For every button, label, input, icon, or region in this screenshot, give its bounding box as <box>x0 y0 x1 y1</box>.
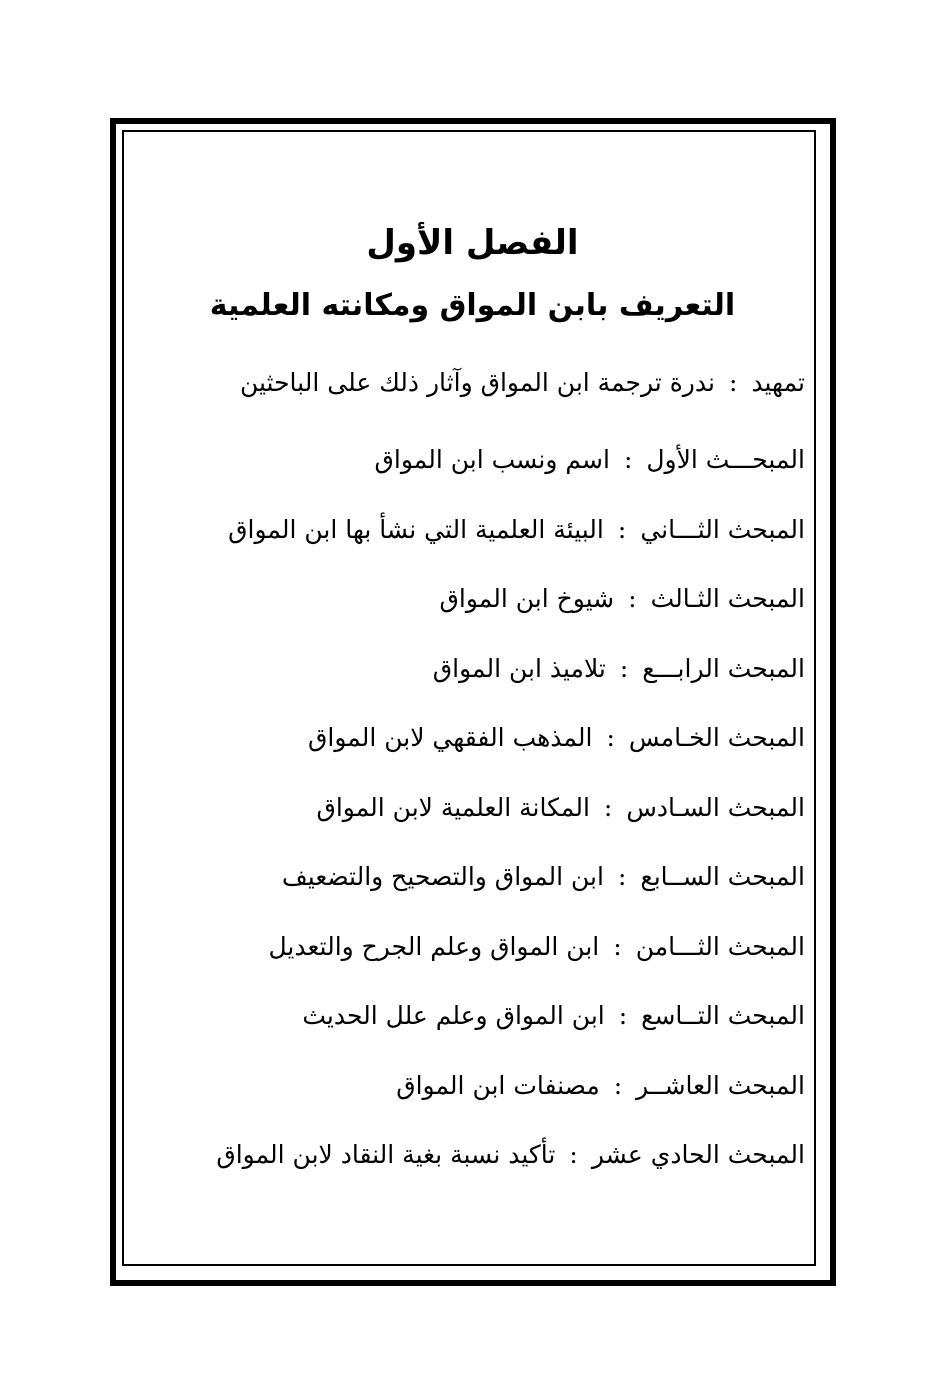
toc-separator: : <box>606 723 615 752</box>
toc-line-section-9 <box>140 981 805 1051</box>
toc-separator: : <box>617 514 627 544</box>
toc-line-section-10 <box>140 1051 805 1121</box>
chapter-contents <box>140 215 805 1190</box>
toc-line-section-2 <box>140 495 805 565</box>
toc-separator: : <box>619 653 629 683</box>
toc-line-section-1 <box>140 425 805 495</box>
toc-text: ابن المواق وعلم علل الحديث <box>302 1001 605 1030</box>
toc-label: المبحث السـادس <box>626 792 805 822</box>
toc-separator: : <box>728 368 738 397</box>
toc-text: ابن المواق وعلم الجرح والتعديل <box>268 931 600 961</box>
toc-separator: : <box>569 1140 578 1169</box>
toc-label: المبحث الثـالث <box>650 584 805 613</box>
toc-label: المبحث الحادي عشر <box>591 1140 805 1169</box>
toc-text: مصنفات ابن المواق <box>396 1070 600 1100</box>
toc-separator: : <box>617 862 627 891</box>
toc-line-section-8 <box>140 912 805 982</box>
toc-text: تأكيد نسبة بغية النقاد لابن المواق <box>216 1140 556 1169</box>
toc-label: المبحـــث الأول <box>646 445 805 474</box>
toc-separator: : <box>618 1001 628 1030</box>
toc-separator: : <box>623 445 633 474</box>
toc-label: المبحث الخـامس <box>628 723 805 752</box>
toc-text: المكانة العلمية لابن المواق <box>316 792 590 822</box>
toc-label: المبحث الثـــامن <box>635 931 805 961</box>
chapter-title: الفصل الأول <box>366 223 579 263</box>
toc-label: المبحث الرابـــع <box>642 653 805 683</box>
toc-line-intro <box>140 353 805 425</box>
toc-label: المبحث التــاسع <box>641 1001 805 1030</box>
toc-separator: : <box>613 931 622 961</box>
toc-line-section-3 <box>140 564 805 634</box>
toc-separator: : <box>603 792 613 822</box>
toc-text: ندرة ترجمة ابن المواق وآثار ذلك على الباحثين <box>239 368 715 397</box>
toc-text: تلاميذ ابن المواق <box>432 653 606 683</box>
toc-text: البيئة العلمية التي نشأ بها ابن المواق <box>228 514 604 544</box>
toc-line-section-6 <box>140 773 805 843</box>
toc-label: المبحث الثـــاني <box>640 514 805 544</box>
toc-line-section-5 <box>140 703 805 773</box>
toc-text: شيوخ ابن المواق <box>439 584 615 613</box>
chapter-subtitle: التعريف بابن المواق ومكانته العلمية <box>209 288 736 323</box>
toc-separator: : <box>613 1070 623 1100</box>
toc-text: اسم ونسب ابن المواق <box>374 445 610 474</box>
toc-label: المبحث الســابع <box>640 862 805 891</box>
toc-text: المذهب الفقهي لابن المواق <box>308 723 593 752</box>
toc-separator: : <box>628 584 637 613</box>
toc-text: ابن المواق والتصحيح والتضعيف <box>281 862 604 891</box>
toc-label: المبحث العاشــر <box>636 1070 805 1100</box>
toc-line-section-4 <box>140 634 805 704</box>
toc-label: تمهيد <box>751 368 805 397</box>
toc-line-section-11 <box>140 1120 805 1190</box>
toc-line-section-7 <box>140 842 805 912</box>
